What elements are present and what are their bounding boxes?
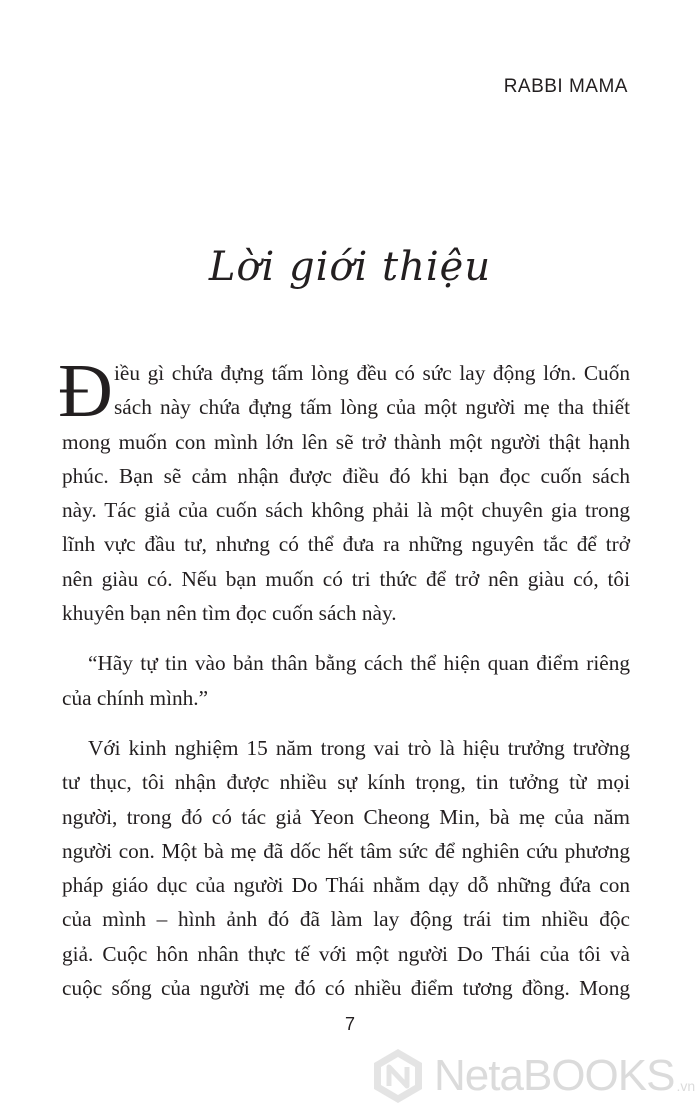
chapter-title: Lời giới thiệu: [208, 244, 492, 290]
text-line: người, trong đó có tác giả Yeon Cheong Min, bà mẹ của năm: [62, 804, 630, 829]
text-line: phúc. Bạn sẽ cảm nhận được điều đó khi bạn đọc cuốn sách: [62, 463, 630, 488]
text-line: Với kinh nghiệm 15 năm trong vai trò là hiệu trưởng trường: [88, 735, 630, 760]
watermark-brand: NetaBOOKS: [434, 1051, 675, 1100]
text-line: tư thục, tôi nhận được nhiều sự kính trọng, tin tưởng từ mọi: [62, 770, 630, 795]
text-line: iều gì chứa đựng tấm lòng đều có sức lay động lớn. Cuốn: [114, 361, 630, 385]
paragraph-2: [62, 646, 630, 715]
watermark: [368, 1044, 696, 1108]
text-line: của mình – hình ảnh đó đã làm lay động trái tim nhiều độc: [62, 907, 630, 932]
running-head: RABBI MAMA: [503, 76, 628, 97]
text-line: cuộc sống của người mẹ đó có nhiều điểm tương đồng. Mong: [62, 976, 630, 1001]
text-line: của chính mình.”: [62, 685, 209, 710]
text-line: “Hãy tự tin vào bản thân bằng cách thể hiện quan điểm riêng: [88, 651, 630, 676]
text-line: người con. Một bà mẹ đã dốc hết tâm sức để nghiên cứu phương: [62, 838, 630, 863]
text-line: này. Tác giả của cuốn sách không phải là một chuyên gia trong: [62, 498, 630, 523]
text-line: pháp giáo dục của người Do Thái nhằm dạy dỗ những đứa con: [62, 873, 630, 898]
drop-cap: Đ: [58, 349, 113, 433]
paragraph-3: [62, 731, 630, 1005]
text-line: mong muốn con mình lớn lên sẽ trở thành một người thật hạnh: [62, 429, 630, 454]
page-number: 7: [344, 1014, 355, 1034]
text-line: sách này chứa đựng tấm lòng của một người mẹ tha thiết: [114, 395, 630, 420]
watermark-suffix: .vn: [676, 1078, 696, 1094]
paragraph-1: [58, 349, 630, 630]
paragraph-gap: [62, 630, 630, 646]
paragraph-gap: [62, 715, 630, 731]
text-line: lĩnh vực đầu tư, nhưng có thể đưa ra những nguyên tắc để trở: [62, 532, 630, 557]
netabooks-logo-icon: [368, 1046, 428, 1106]
text-line: khuyên bạn nên tìm đọc cuốn sách này.: [62, 601, 397, 626]
text-line: nên giàu có. Nếu bạn muốn có tri thức để trở nên giàu có, tôi: [62, 566, 630, 591]
text-line: giả. Cuộc hôn nhân thực tế với một người Do Thái của tôi và: [62, 941, 630, 966]
body-text: [58, 349, 630, 1005]
